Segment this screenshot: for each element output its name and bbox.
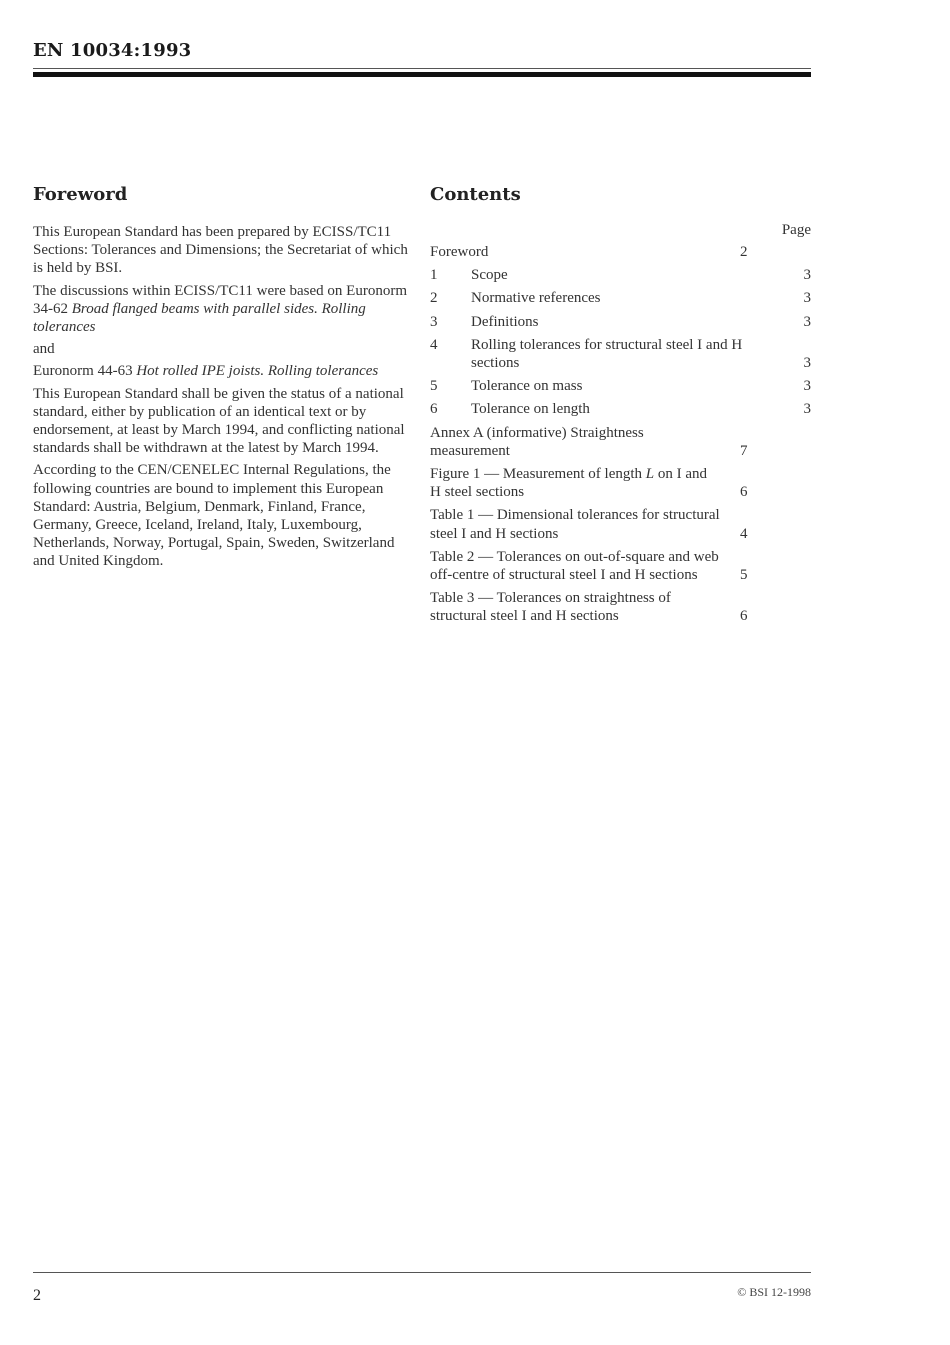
toc-entry-title [430, 506, 740, 542]
toc-entry-number: 6 [430, 401, 438, 418]
toc-entry-page: 3 [803, 401, 811, 418]
foreword-paragraph-2 [33, 282, 413, 337]
foreword-paragraph-2-title: Broad flanged beams with parallel sides. Rolling tolerances [33, 300, 366, 336]
footer-copyright: © BSI 12-1998 [737, 1285, 811, 1299]
toc-entry-page: 7 [740, 442, 748, 459]
toc-entry-page: 3 [803, 290, 811, 307]
toc-entry[interactable] [430, 243, 811, 261]
header-thick-rule [33, 72, 811, 77]
contents-page-label: Page [781, 222, 811, 238]
toc-entry[interactable] [430, 465, 811, 501]
toc-entry-title-text: Foreword [430, 244, 489, 260]
foreword-paragraph-4 [33, 362, 413, 380]
toc-entry-title-text-after: on I and H steel sections [430, 466, 708, 501]
toc-entry-title [471, 266, 804, 284]
toc-entry-title-text: Tolerance on length [471, 401, 590, 418]
toc-entry-title-text: Table 3 — Tolerances on straightness of structural steel I and H sections [430, 590, 671, 625]
toc-entry-title-text: Annex A (informative) Straightness measurement [430, 424, 644, 459]
contents-list [430, 243, 811, 626]
toc-entry[interactable] [430, 589, 811, 625]
toc-entry[interactable] [430, 424, 811, 460]
toc-entry-title-text: Normative references [471, 290, 601, 307]
toc-entry[interactable] [430, 506, 811, 542]
toc-entry-page: 3 [803, 378, 811, 395]
footer-rule [33, 1272, 811, 1273]
foreword-paragraph-6: According to the CEN/CENELEC Internal Regulations, the following countries are bound to implement this European Standard: Austria, Belgium, Denmark, Finland, France, Germany, Greece, Iceland, Ireland, Italy, Luxembourg, Netherlands, Norway, Portugal, Spain, Sweden, Switzerland and United Kingdom. [33, 462, 395, 570]
toc-entry-title [430, 548, 740, 584]
toc-entry-title [471, 400, 804, 418]
foreword-section [33, 184, 413, 575]
toc-entry-page: 4 [740, 525, 748, 542]
toc-entry-page: 2 [740, 244, 748, 260]
toc-entry-title-text: Tolerance on mass [471, 378, 583, 395]
toc-entry-title [471, 377, 804, 395]
toc-entry[interactable] [430, 336, 811, 372]
toc-entry-title-text: Scope [471, 267, 508, 284]
toc-entry-title [471, 289, 804, 307]
toc-entry[interactable] [430, 400, 811, 418]
toc-entry-title-text: Definitions [471, 313, 539, 330]
toc-entry-title-text: Rolling tolerances for structural steel I and H sections [471, 336, 743, 372]
toc-entry-number: 3 [430, 313, 438, 330]
toc-entry-title [430, 589, 740, 625]
toc-entry-number: 4 [430, 336, 438, 353]
toc-entry-page: 3 [803, 313, 811, 330]
foreword-paragraph-4-title: Hot rolled IPE joists. Rolling tolerances [136, 363, 379, 380]
toc-entry-title-text: Table 1 — Dimensional tolerances for structural steel I and H sections [430, 507, 720, 542]
toc-entry[interactable] [430, 313, 811, 331]
toc-entry-title-text: Figure 1 — Measurement of length [430, 466, 646, 483]
toc-entry-page: 6 [740, 608, 748, 625]
foreword-paragraph-1: This European Standard has been prepared by ECISS/TC11 Sections: Tolerances and Dimensions; the Secretariat of which is held by BSI. [33, 224, 408, 277]
toc-entry[interactable] [430, 548, 811, 584]
toc-entry-title [430, 243, 740, 261]
toc-entry[interactable] [430, 266, 811, 284]
toc-entry-title-text: Table 2 — Tolerances on out-of-square and web off-centre of structural steel I and H sections [430, 548, 719, 584]
header-thin-rule [33, 68, 811, 69]
toc-entry-number: 2 [430, 290, 438, 307]
toc-entry-page: 5 [740, 567, 748, 584]
toc-entry[interactable] [430, 289, 811, 307]
toc-entry-title [430, 465, 740, 501]
foreword-paragraph-3: and [33, 341, 55, 358]
toc-entry-page: 3 [803, 355, 811, 372]
toc-entry-title [471, 336, 804, 372]
footer-page-number: 2 [33, 1287, 41, 1304]
toc-entry-number: 5 [430, 378, 438, 395]
foreword-heading: Foreword [33, 184, 128, 205]
contents-heading: Contents [430, 184, 521, 205]
toc-entry-page: 3 [803, 267, 811, 284]
page-header-title: EN 10034:1993 [33, 40, 192, 61]
foreword-paragraph-5: This European Standard shall be given the status of a national standard, either by publication of an identical text or by endorsement, at least by March 1994, and conflicting national standards shall be withdrawn at the latest by March 1994. [33, 385, 405, 457]
contents-section [430, 184, 811, 631]
toc-entry-title-italic: L [645, 466, 655, 483]
toc-entry-page: 6 [740, 484, 748, 501]
toc-entry-number: 1 [430, 267, 438, 284]
foreword-paragraph-2-text: The discussions within ECISS/TC11 were based on Euronorm 34-62 [33, 282, 407, 317]
toc-entry[interactable] [430, 377, 811, 395]
toc-entry-title [430, 424, 740, 460]
toc-entry-title [471, 313, 804, 331]
foreword-paragraph-4-text: Euronorm 44-63 [33, 363, 137, 380]
